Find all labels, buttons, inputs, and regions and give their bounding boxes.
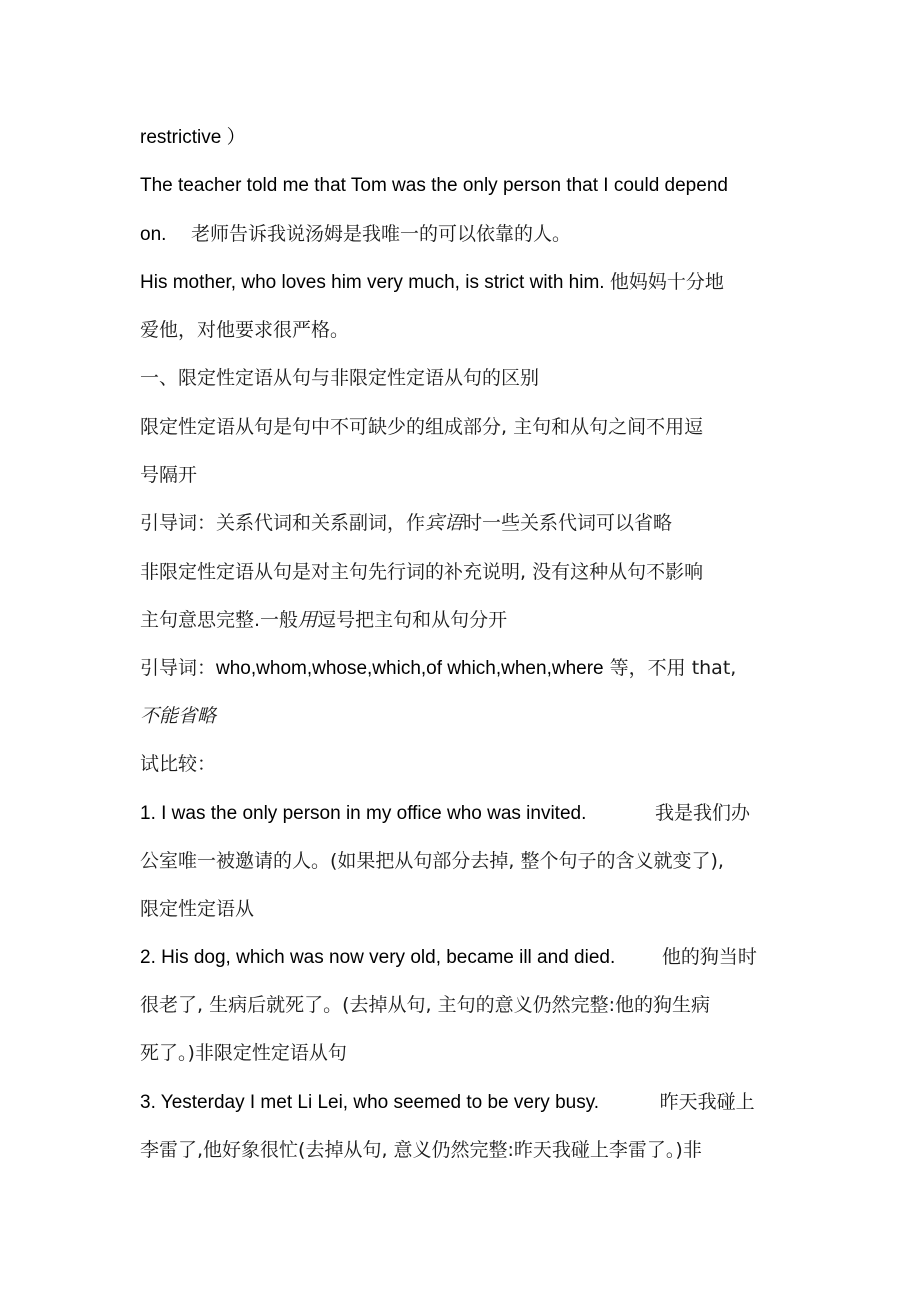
line-text-post: 等，不用 that,: [603, 657, 737, 679]
english-text: on.: [140, 224, 167, 245]
example-line: [140, 1090, 755, 1114]
line-text: 限定性定语从: [140, 898, 255, 920]
english-text: 2. His dog, which was now very old, became ill and died.: [140, 947, 616, 968]
text-line: [140, 174, 728, 198]
example-line: [140, 801, 750, 825]
line-text: 死了。)非限定性定语从句: [140, 1042, 347, 1064]
line-text-pre: 引导词：关系代词和关系副词，作: [140, 512, 426, 534]
line-text: 试比较：: [140, 753, 217, 775]
english-text: His mother, who loves him very much, is strict with him.: [140, 272, 605, 293]
line-text: The teacher told me that Tom was the only person that I could depend: [140, 175, 728, 196]
text-line: [140, 656, 736, 680]
text-line: [140, 849, 724, 873]
line-text-pre: 引导词：: [140, 657, 217, 679]
english-text: 1. I was the only person in my office who was invited.: [140, 803, 587, 824]
line-text: 很老了, 生病后就死了。(去掉从句, 主句的意义仍然完整:他的狗生病: [140, 994, 710, 1016]
italic-term: 宾语: [425, 512, 464, 534]
text-line: [140, 752, 216, 776]
line-text: 公室唯一被邀请的人。(如果把从句部分去掉, 整个句子的含义就变了),: [140, 850, 724, 872]
line-text-post: 逗号把主句和从句分开: [317, 609, 508, 631]
chinese-translation: 老师告诉我说汤姆是我唯一的可以依靠的人。: [190, 223, 571, 245]
heading-text: 一、限定性定语从句与非限定性定语从句的区别: [140, 367, 540, 389]
line-text: restrictive ）: [140, 127, 246, 148]
line-text: 非限定性定语从句是对主句先行词的补充说明, 没有这种从句不影响: [140, 561, 704, 583]
chinese-translation: 昨天我碰上: [659, 1091, 755, 1113]
line-text-post: 时一些关系代词可以省略: [463, 512, 673, 534]
italic-term: 用: [298, 609, 318, 631]
text-line: [140, 126, 246, 150]
chinese-translation: 他妈妈十分地: [609, 271, 724, 293]
text-line: [140, 608, 507, 632]
chinese-translation: 他的狗当时: [661, 946, 757, 968]
english-text: 3. Yesterday I met Li Lei, who seemed to be very busy.: [140, 1092, 600, 1113]
text-line: [140, 1138, 702, 1162]
text-line: [140, 318, 349, 342]
text-line: [140, 1041, 347, 1065]
relative-words: who,whom,whose,which,of which,when,where: [216, 658, 604, 679]
line-text: 李雷了,他好象很忙(去掉从句, 意义仍然完整:昨天我碰上李雷了。)非: [140, 1139, 702, 1161]
text-line: [140, 560, 703, 584]
text-line: [140, 270, 724, 294]
text-line: [140, 415, 703, 439]
chinese-translation: 我是我们办: [654, 802, 750, 824]
line-text-pre: 主句意思完整.一般: [140, 609, 299, 631]
line-text: 号隔开: [140, 464, 198, 486]
text-line: [140, 704, 216, 728]
text-line: [140, 222, 571, 246]
example-line: [140, 945, 757, 969]
text-line: [140, 993, 710, 1017]
section-heading: [140, 366, 539, 390]
italic-term: 不能省略: [140, 705, 217, 727]
text-line: [140, 463, 197, 487]
line-text: 限定性定语从句是句中不可缺少的组成部分, 主句和从句之间不用逗: [140, 416, 704, 438]
text-line: [140, 897, 254, 921]
text-line: [140, 511, 672, 535]
line-text: 爱他，对他要求很严格。: [140, 319, 350, 341]
